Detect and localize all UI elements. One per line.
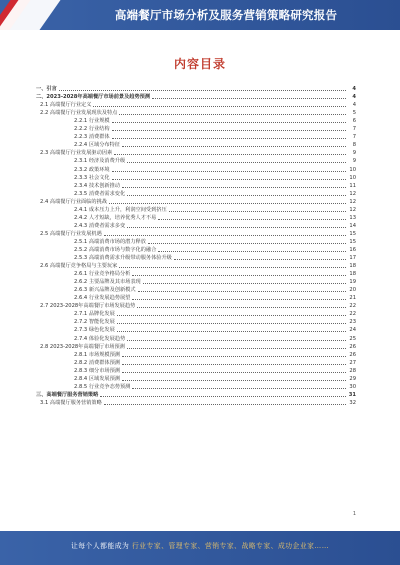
toc-dot-leader bbox=[112, 121, 346, 123]
toc-dot-leader bbox=[132, 298, 346, 300]
toc-dot-leader bbox=[119, 113, 346, 115]
toc-dot-leader bbox=[122, 363, 346, 365]
footer-slogan-left: 让每个人都能成为 bbox=[70, 542, 130, 550]
toc-entry[interactable] bbox=[36, 310, 356, 318]
toc-entry-label: 2.8.1 市场规模预测 bbox=[74, 351, 120, 358]
toc-entry[interactable] bbox=[36, 294, 356, 302]
toc-dot-leader bbox=[117, 314, 346, 316]
toc-entry[interactable] bbox=[36, 270, 356, 278]
toc-entry-page: 20 bbox=[349, 287, 356, 294]
toc-entry-page: 4 bbox=[352, 102, 356, 109]
toc-entry-page: 12 bbox=[349, 190, 356, 197]
toc-entry[interactable] bbox=[36, 230, 356, 238]
toc-entry[interactable] bbox=[36, 141, 356, 149]
toc-dot-leader bbox=[127, 339, 346, 341]
toc-entry-label: 2.2.2 行业结构 bbox=[74, 126, 110, 133]
toc-entry-label: 2.8.3 细分市场预测 bbox=[74, 367, 120, 374]
toc-dot-leader bbox=[104, 234, 346, 236]
toc-dot-leader bbox=[112, 178, 346, 180]
toc-entry[interactable] bbox=[36, 101, 356, 109]
toc-dot-leader bbox=[112, 170, 346, 172]
toc-entry-page: 18 bbox=[349, 263, 356, 270]
toc-entry[interactable] bbox=[36, 174, 356, 182]
toc-entry-page: 26 bbox=[349, 351, 356, 358]
toc-entry-label: 2.8.2 消费群体预测 bbox=[74, 359, 120, 366]
toc-dot-leader bbox=[137, 306, 346, 308]
toc-dot-leader bbox=[148, 242, 346, 244]
toc-dot-leader bbox=[104, 403, 346, 405]
toc-dot-leader bbox=[100, 395, 346, 397]
header-banner bbox=[0, 0, 400, 30]
page-number: 1 bbox=[352, 511, 356, 517]
toc-entry-page: 16 bbox=[349, 246, 356, 253]
toc-entry-label: 2.2 高端餐厅行业发展现状及特点 bbox=[40, 110, 118, 117]
toc-dot-leader bbox=[122, 379, 346, 381]
toc-entry-label: 2.2.1 行业规模 bbox=[74, 118, 110, 125]
toc-entry-label: 2.5.3 高端消费需求升级带动服务体验升级 bbox=[74, 255, 172, 262]
toc-entry-page: 15 bbox=[349, 230, 356, 237]
toc-entry-label: 2.3.2 政策环境 bbox=[74, 166, 110, 173]
toc-entry-page: 27 bbox=[349, 359, 356, 366]
toc-entry-label: 2.8 2023-2028年高端餐厅市场预测 bbox=[40, 343, 125, 350]
toc-entry-label: 3.1 高端餐厅服务营销策略 bbox=[40, 399, 102, 406]
toc-entry[interactable] bbox=[36, 222, 356, 230]
toc-entry-page: 21 bbox=[349, 295, 356, 302]
toc-entry[interactable] bbox=[36, 206, 356, 214]
toc-entry[interactable] bbox=[36, 165, 356, 173]
toc-entry-page: 5 bbox=[352, 110, 356, 117]
toc-dot-leader bbox=[169, 210, 346, 212]
toc-entry-page: 32 bbox=[349, 399, 356, 406]
toc-entry-label: 2.7.4 体验化发展趋势 bbox=[74, 335, 126, 342]
toc-entry-label: 2.5.1 高端消费市场的潜力释放 bbox=[74, 238, 146, 245]
toc-entry-page: 10 bbox=[349, 166, 356, 173]
toc-entry[interactable] bbox=[36, 133, 356, 141]
toc-entry-label: 2.2.3 消费群体 bbox=[74, 134, 110, 141]
toc-entry-page: 7 bbox=[352, 126, 356, 133]
toc-entry[interactable] bbox=[36, 383, 356, 391]
toc-dot-leader bbox=[127, 194, 346, 196]
toc-dot-leader bbox=[138, 290, 346, 292]
toc-entry-label: 2.1 高端餐厅行业定义 bbox=[40, 102, 92, 109]
toc-dot-leader bbox=[114, 153, 346, 155]
toc-entry-label: 2.3.3 社会文化 bbox=[74, 174, 110, 181]
toc-entry[interactable] bbox=[36, 302, 356, 310]
toc-entry[interactable] bbox=[36, 318, 356, 326]
toc-entry-page: 19 bbox=[349, 279, 356, 286]
toc-entry-label: 2.7.2 智能化发展 bbox=[74, 319, 115, 326]
document-title: 高端餐厅市场分析及服务营销策略研究报告 bbox=[114, 8, 338, 22]
toc-dot-leader bbox=[158, 218, 346, 220]
footer-slogan-right: 行业专家、管理专家、营销专家、战略专家、成功企业家…… bbox=[132, 542, 330, 550]
toc-entry-label: 2.6.1 行业竞争格局分析 bbox=[74, 271, 131, 278]
toc-dot-leader bbox=[122, 145, 346, 147]
toc-entry-page: 11 bbox=[349, 182, 356, 189]
toc-dot-leader bbox=[109, 202, 346, 204]
toc-entry[interactable] bbox=[36, 375, 356, 383]
toc-dot-leader bbox=[122, 186, 346, 188]
toc-dot-leader bbox=[158, 250, 346, 252]
toc-entry[interactable] bbox=[36, 351, 356, 359]
toc-entry-label: 一、引言 bbox=[36, 86, 57, 93]
toc-entry-label: 2.7.3 绿色化发展 bbox=[74, 327, 115, 334]
toc-entry[interactable] bbox=[36, 85, 356, 93]
toc-entry[interactable] bbox=[36, 262, 356, 270]
toc-entry-label: 2.6.3 新兴品牌及创新模式 bbox=[74, 287, 136, 294]
toc-entry[interactable] bbox=[36, 246, 356, 254]
toc-dot-leader bbox=[119, 266, 346, 268]
toc-entry-page: 17 bbox=[349, 255, 356, 262]
toc-entry[interactable] bbox=[36, 278, 356, 286]
toc-entry-label: 2.8.5 行业竞争态势预测 bbox=[74, 383, 131, 390]
toc-entry-label: 2.6 高端餐厅竞争格局与主要玩家 bbox=[40, 263, 118, 270]
toc-entry-page: 9 bbox=[352, 158, 356, 165]
toc-entry-page: 6 bbox=[352, 118, 356, 125]
toc-entry-label: 2.5 高端餐厅行业发展机遇 bbox=[40, 230, 102, 237]
toc-entry-label: 2.6.4 行业发展趋势展望 bbox=[74, 295, 131, 302]
toc-dot-leader bbox=[59, 89, 346, 91]
toc-dot-leader bbox=[132, 387, 346, 389]
toc-entry-label: 2.8.4 区域发展预测 bbox=[74, 375, 120, 382]
toc-entry-page: 4 bbox=[352, 86, 356, 93]
toc-entry[interactable] bbox=[36, 343, 356, 351]
toc-entry[interactable] bbox=[36, 399, 356, 407]
toc-entry-page: 15 bbox=[349, 238, 356, 245]
toc-entry-label: 2.2.4 区域分布特征 bbox=[74, 142, 120, 149]
toc-entry-page: 23 bbox=[349, 319, 356, 326]
toc-entry-page: 9 bbox=[352, 150, 356, 157]
toc-entry[interactable] bbox=[36, 359, 356, 367]
toc-entry[interactable] bbox=[36, 109, 356, 117]
toc-entry-label: 2.4 高端餐厅行业面临的挑战 bbox=[40, 198, 107, 205]
toc-dot-leader bbox=[127, 347, 346, 349]
toc-dot-leader bbox=[152, 97, 346, 99]
toc-entry-label: 2.3.1 经济及消费升级 bbox=[74, 158, 126, 165]
toc-entry-page: 18 bbox=[349, 271, 356, 278]
table-of-contents bbox=[36, 85, 356, 407]
toc-entry-page: 24 bbox=[349, 327, 356, 334]
toc-entry-label: 2.4.3 消费者需求多变 bbox=[74, 222, 126, 229]
toc-entry[interactable] bbox=[36, 367, 356, 375]
toc-entry-label: 2.3.4 技术创新推动 bbox=[74, 182, 120, 189]
toc-dot-leader bbox=[117, 322, 346, 324]
toc-entry[interactable] bbox=[36, 149, 356, 157]
toc-entry-page: 7 bbox=[352, 134, 356, 141]
toc-entry-label: 2.3 高端餐厅行业发展驱动因素 bbox=[40, 150, 113, 157]
toc-entry[interactable] bbox=[36, 157, 356, 165]
toc-entry-page: 29 bbox=[349, 375, 356, 382]
toc-dot-leader bbox=[174, 258, 346, 260]
toc-dot-leader bbox=[122, 371, 346, 373]
toc-entry-label: 2.4.1 成本压力上升，利润空间受到挤压 bbox=[74, 206, 167, 213]
toc-entry-page: 8 bbox=[352, 142, 356, 149]
toc-dot-leader bbox=[93, 105, 346, 107]
toc-entry-page: 12 bbox=[349, 206, 356, 213]
toc-entry[interactable] bbox=[36, 286, 356, 294]
toc-entry[interactable] bbox=[36, 214, 356, 222]
toc-dot-leader bbox=[122, 355, 346, 357]
toc-dot-leader bbox=[127, 161, 346, 163]
toc-dot-leader bbox=[112, 137, 346, 139]
toc-entry-page: 13 bbox=[349, 214, 356, 221]
toc-entry-label: 2.7.1 品牌化发展 bbox=[74, 311, 115, 318]
toc-entry[interactable] bbox=[36, 117, 356, 125]
toc-entry[interactable] bbox=[36, 254, 356, 262]
toc-entry-page: 28 bbox=[349, 367, 356, 374]
toc-dot-leader bbox=[132, 274, 346, 276]
toc-entry-page: 31 bbox=[348, 391, 356, 398]
toc-entry[interactable] bbox=[36, 326, 356, 334]
toc-entry[interactable] bbox=[36, 190, 356, 198]
toc-entry-page: 12 bbox=[349, 198, 356, 205]
toc-entry-label: 2.3.5 消费者需求变化 bbox=[74, 190, 126, 197]
toc-entry-page: 22 bbox=[349, 303, 356, 310]
toc-dot-leader bbox=[117, 330, 346, 332]
toc-entry-label: 2.7 2023-2028年高端餐厅市场发展趋势 bbox=[40, 303, 136, 310]
toc-entry-label: 2.6.2 主要品牌及其市场表现 bbox=[74, 279, 141, 286]
footer-slogan bbox=[0, 540, 400, 550]
toc-title: 内容目录 bbox=[173, 57, 226, 71]
toc-dot-leader bbox=[127, 226, 346, 228]
toc-entry[interactable] bbox=[36, 198, 356, 206]
toc-entry-page: 30 bbox=[349, 383, 356, 390]
toc-dot-leader bbox=[143, 282, 346, 284]
footer-banner bbox=[0, 531, 400, 565]
toc-entry-page: 10 bbox=[349, 174, 356, 181]
toc-entry[interactable] bbox=[36, 238, 356, 246]
toc-entry-label: 三、高端餐厅服务营销策略 bbox=[36, 391, 99, 398]
toc-entry-label: 2.5.2 高端消费市场与数字化的融合 bbox=[74, 246, 157, 253]
toc-entry-page: 4 bbox=[352, 94, 356, 101]
toc-entry-page: 22 bbox=[349, 311, 356, 318]
toc-entry[interactable] bbox=[36, 334, 356, 342]
toc-dot-leader bbox=[112, 129, 346, 131]
toc-entry[interactable] bbox=[36, 93, 356, 101]
toc-entry-page: 25 bbox=[349, 335, 356, 342]
toc-entry-label: 2.4.2 人才短缺，培养优秀人才不易 bbox=[74, 214, 157, 221]
toc-entry[interactable] bbox=[36, 125, 356, 133]
toc-entry[interactable] bbox=[36, 182, 356, 190]
toc-entry-page: 14 bbox=[349, 222, 356, 229]
toc-entry[interactable] bbox=[36, 391, 356, 399]
toc-entry-page: 26 bbox=[349, 343, 356, 350]
toc-entry-label: 二、2023-2028年高端餐厅市场前景及趋势预测 bbox=[36, 94, 151, 101]
